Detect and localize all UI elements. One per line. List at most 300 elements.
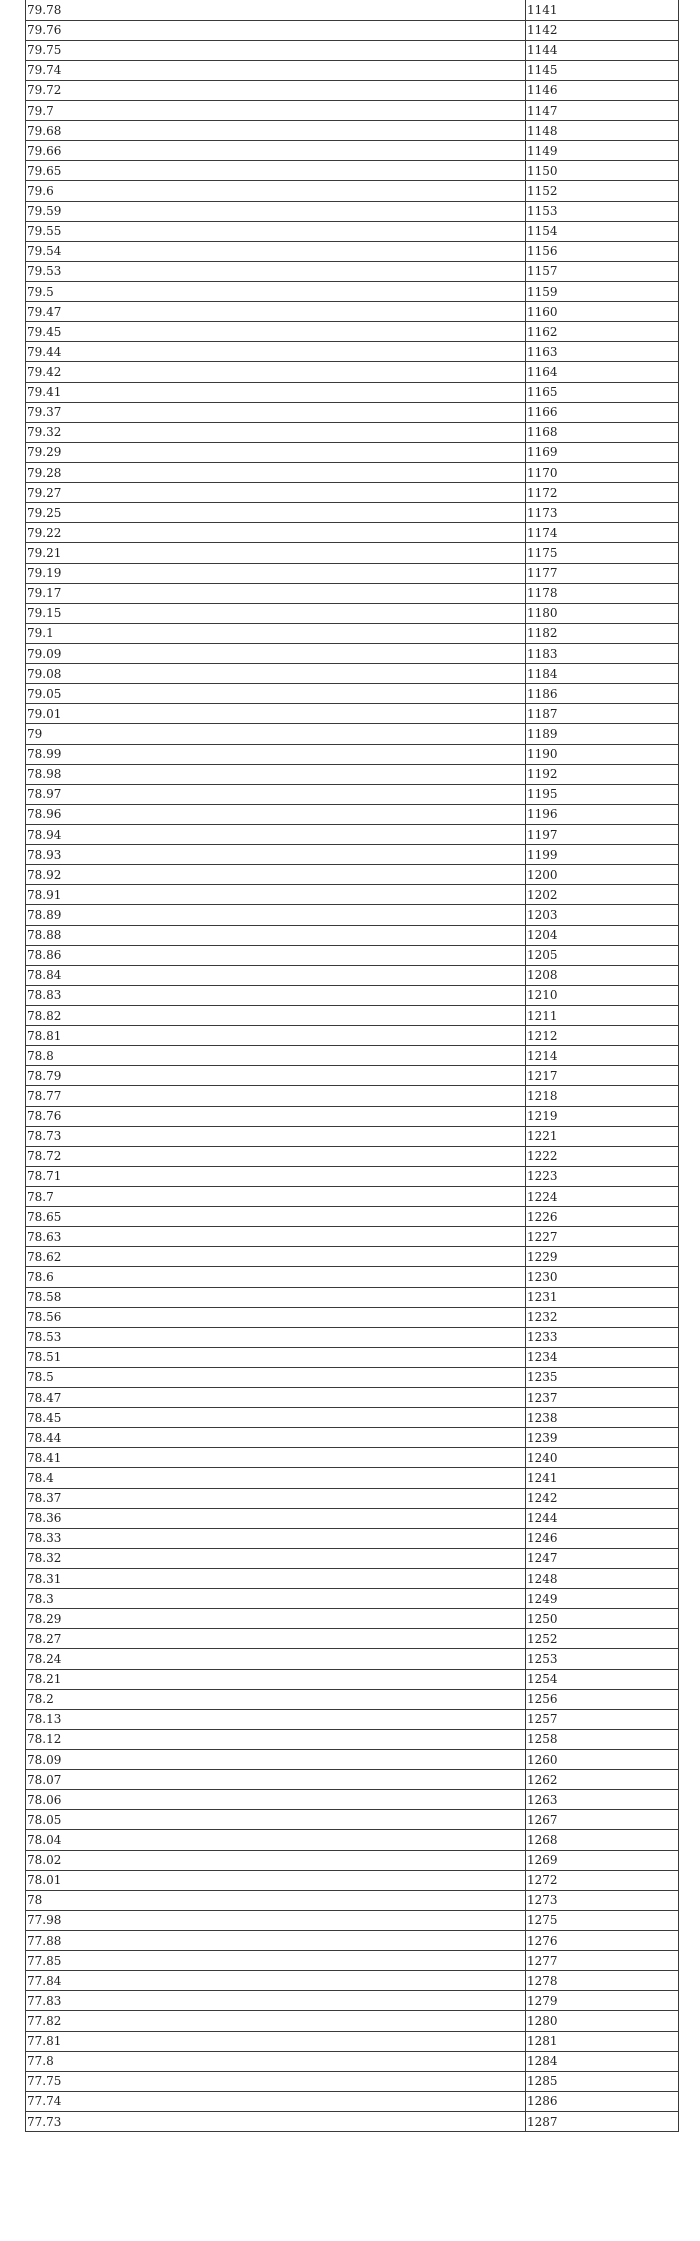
table-row bbox=[26, 764, 679, 784]
table-row bbox=[26, 1186, 679, 1206]
rank-cell: 1148 bbox=[526, 121, 679, 141]
table-row bbox=[26, 1066, 679, 1086]
score-cell: 78.77 bbox=[26, 1086, 526, 1106]
table-row bbox=[26, 1448, 679, 1468]
rank-cell: 1242 bbox=[526, 1488, 679, 1508]
table-row bbox=[26, 1750, 679, 1770]
score-cell: 78.47 bbox=[26, 1388, 526, 1408]
table-row bbox=[26, 1388, 679, 1408]
rank-cell: 1166 bbox=[526, 402, 679, 422]
table-row bbox=[26, 1810, 679, 1830]
rank-cell: 1227 bbox=[526, 1227, 679, 1247]
score-cell: 78.97 bbox=[26, 784, 526, 804]
rank-cell: 1258 bbox=[526, 1729, 679, 1749]
table-row bbox=[26, 1488, 679, 1508]
score-cell: 79.09 bbox=[26, 644, 526, 664]
score-cell: 77.82 bbox=[26, 2011, 526, 2031]
rank-cell: 1267 bbox=[526, 1810, 679, 1830]
rank-cell: 1241 bbox=[526, 1468, 679, 1488]
table-row bbox=[26, 603, 679, 623]
table-row bbox=[26, 282, 679, 302]
rank-cell: 1247 bbox=[526, 1548, 679, 1568]
table-row bbox=[26, 1026, 679, 1046]
rank-cell: 1168 bbox=[526, 422, 679, 442]
score-cell: 79.15 bbox=[26, 603, 526, 623]
table-row bbox=[26, 1247, 679, 1267]
score-cell: 79.44 bbox=[26, 342, 526, 362]
rank-cell: 1146 bbox=[526, 80, 679, 100]
score-cell: 78.3 bbox=[26, 1589, 526, 1609]
table-row bbox=[26, 201, 679, 221]
score-cell: 78.94 bbox=[26, 824, 526, 844]
score-cell: 79.05 bbox=[26, 684, 526, 704]
table-row bbox=[26, 905, 679, 925]
rank-cell: 1145 bbox=[526, 60, 679, 80]
score-cell: 78.37 bbox=[26, 1488, 526, 1508]
score-cell: 78.51 bbox=[26, 1347, 526, 1367]
rank-cell: 1277 bbox=[526, 1951, 679, 1971]
rank-cell: 1262 bbox=[526, 1770, 679, 1790]
score-cell: 79.66 bbox=[26, 141, 526, 161]
rank-cell: 1203 bbox=[526, 905, 679, 925]
table-row bbox=[26, 1971, 679, 1991]
table-row bbox=[26, 684, 679, 704]
rank-cell: 1159 bbox=[526, 282, 679, 302]
score-cell: 77.81 bbox=[26, 2031, 526, 2051]
rank-cell: 1204 bbox=[526, 925, 679, 945]
rank-cell: 1287 bbox=[526, 2111, 679, 2131]
rank-cell: 1279 bbox=[526, 1991, 679, 2011]
rank-cell: 1217 bbox=[526, 1066, 679, 1086]
table-row bbox=[26, 1770, 679, 1790]
rank-cell: 1156 bbox=[526, 241, 679, 261]
score-cell: 78.45 bbox=[26, 1408, 526, 1428]
table-row bbox=[26, 141, 679, 161]
score-cell: 79.41 bbox=[26, 382, 526, 402]
rank-cell: 1285 bbox=[526, 2071, 679, 2091]
rank-cell: 1154 bbox=[526, 221, 679, 241]
table-row bbox=[26, 161, 679, 181]
rank-cell: 1276 bbox=[526, 1931, 679, 1951]
rank-cell: 1268 bbox=[526, 1830, 679, 1850]
rank-cell: 1142 bbox=[526, 20, 679, 40]
rank-cell: 1212 bbox=[526, 1026, 679, 1046]
table-row bbox=[26, 2111, 679, 2131]
score-cell: 78.71 bbox=[26, 1166, 526, 1186]
score-cell: 78.07 bbox=[26, 1770, 526, 1790]
rank-cell: 1222 bbox=[526, 1146, 679, 1166]
table-row bbox=[26, 824, 679, 844]
table-row bbox=[26, 1227, 679, 1247]
score-cell: 78.72 bbox=[26, 1146, 526, 1166]
score-cell: 79.76 bbox=[26, 20, 526, 40]
table-row bbox=[26, 302, 679, 322]
table-row bbox=[26, 1589, 679, 1609]
table-row bbox=[26, 2051, 679, 2071]
rank-cell: 1229 bbox=[526, 1247, 679, 1267]
table-row bbox=[26, 724, 679, 744]
rank-cell: 1284 bbox=[526, 2051, 679, 2071]
score-cell: 78.88 bbox=[26, 925, 526, 945]
score-cell: 79.59 bbox=[26, 201, 526, 221]
score-cell: 78.92 bbox=[26, 865, 526, 885]
rank-cell: 1252 bbox=[526, 1629, 679, 1649]
score-cell: 79.75 bbox=[26, 40, 526, 60]
rank-cell: 1178 bbox=[526, 583, 679, 603]
score-cell: 78.02 bbox=[26, 1850, 526, 1870]
rank-cell: 1269 bbox=[526, 1850, 679, 1870]
table-row bbox=[26, 80, 679, 100]
rank-cell: 1254 bbox=[526, 1669, 679, 1689]
score-cell: 78.79 bbox=[26, 1066, 526, 1086]
score-cell: 79.29 bbox=[26, 442, 526, 462]
table-row bbox=[26, 221, 679, 241]
rank-cell: 1257 bbox=[526, 1709, 679, 1729]
score-cell: 78.99 bbox=[26, 744, 526, 764]
table-body bbox=[26, 0, 679, 2132]
score-cell: 78.53 bbox=[26, 1327, 526, 1347]
rank-cell: 1281 bbox=[526, 2031, 679, 2051]
score-cell: 78.44 bbox=[26, 1428, 526, 1448]
score-cell: 78.33 bbox=[26, 1528, 526, 1548]
table-row bbox=[26, 965, 679, 985]
rank-cell: 1235 bbox=[526, 1367, 679, 1387]
score-cell: 79.22 bbox=[26, 523, 526, 543]
table-row bbox=[26, 1528, 679, 1548]
table-row bbox=[26, 865, 679, 885]
score-cell: 78.63 bbox=[26, 1227, 526, 1247]
rank-cell: 1211 bbox=[526, 1005, 679, 1025]
rank-cell: 1273 bbox=[526, 1890, 679, 1910]
score-cell: 78.86 bbox=[26, 945, 526, 965]
rank-cell: 1230 bbox=[526, 1267, 679, 1287]
score-cell: 79.01 bbox=[26, 704, 526, 724]
table-row bbox=[26, 181, 679, 201]
table-row bbox=[26, 1347, 679, 1367]
rank-cell: 1190 bbox=[526, 744, 679, 764]
score-cell: 77.83 bbox=[26, 1991, 526, 2011]
rank-cell: 1221 bbox=[526, 1126, 679, 1146]
table-row bbox=[26, 1870, 679, 1890]
table-row bbox=[26, 1166, 679, 1186]
table-row bbox=[26, 1307, 679, 1327]
table-row bbox=[26, 101, 679, 121]
rank-cell: 1187 bbox=[526, 704, 679, 724]
rank-cell: 1278 bbox=[526, 1971, 679, 1991]
table-row bbox=[26, 1689, 679, 1709]
rank-cell: 1147 bbox=[526, 101, 679, 121]
table-row bbox=[26, 845, 679, 865]
table-row bbox=[26, 543, 679, 563]
table-row bbox=[26, 1729, 679, 1749]
table-row bbox=[26, 422, 679, 442]
score-cell: 78.89 bbox=[26, 905, 526, 925]
rank-cell: 1144 bbox=[526, 40, 679, 60]
score-cell: 78.06 bbox=[26, 1790, 526, 1810]
rank-cell: 1160 bbox=[526, 302, 679, 322]
score-cell: 78.24 bbox=[26, 1649, 526, 1669]
score-cell: 78.83 bbox=[26, 985, 526, 1005]
table-row bbox=[26, 1629, 679, 1649]
score-cell: 78.29 bbox=[26, 1609, 526, 1629]
rank-cell: 1256 bbox=[526, 1689, 679, 1709]
rank-cell: 1226 bbox=[526, 1207, 679, 1227]
table-row bbox=[26, 945, 679, 965]
rank-cell: 1219 bbox=[526, 1106, 679, 1126]
score-cell: 78.96 bbox=[26, 804, 526, 824]
rank-cell: 1202 bbox=[526, 885, 679, 905]
table-row bbox=[26, 1468, 679, 1488]
rank-cell: 1214 bbox=[526, 1046, 679, 1066]
score-rank-table bbox=[25, 0, 679, 2132]
table-row bbox=[26, 483, 679, 503]
table-row bbox=[26, 1267, 679, 1287]
rank-cell: 1173 bbox=[526, 503, 679, 523]
score-cell: 78.8 bbox=[26, 1046, 526, 1066]
rank-cell: 1232 bbox=[526, 1307, 679, 1327]
table-row bbox=[26, 1408, 679, 1428]
table-row bbox=[26, 563, 679, 583]
rank-cell: 1199 bbox=[526, 845, 679, 865]
score-cell: 77.8 bbox=[26, 2051, 526, 2071]
score-cell: 78.98 bbox=[26, 764, 526, 784]
rank-cell: 1183 bbox=[526, 644, 679, 664]
score-cell: 78.41 bbox=[26, 1448, 526, 1468]
table-row bbox=[26, 784, 679, 804]
rank-cell: 1218 bbox=[526, 1086, 679, 1106]
table-row bbox=[26, 644, 679, 664]
score-cell: 78.01 bbox=[26, 1870, 526, 1890]
table-row bbox=[26, 1126, 679, 1146]
table-row bbox=[26, 1890, 679, 1910]
rank-cell: 1182 bbox=[526, 623, 679, 643]
score-cell: 78.62 bbox=[26, 1247, 526, 1267]
rank-cell: 1195 bbox=[526, 784, 679, 804]
table-row bbox=[26, 1910, 679, 1930]
score-cell: 79.45 bbox=[26, 322, 526, 342]
score-cell: 78.56 bbox=[26, 1307, 526, 1327]
rank-cell: 1263 bbox=[526, 1790, 679, 1810]
table-row bbox=[26, 0, 679, 20]
rank-cell: 1165 bbox=[526, 382, 679, 402]
rank-cell: 1153 bbox=[526, 201, 679, 221]
score-cell: 78.65 bbox=[26, 1207, 526, 1227]
table-row bbox=[26, 1951, 679, 1971]
score-cell: 78.81 bbox=[26, 1026, 526, 1046]
rank-cell: 1240 bbox=[526, 1448, 679, 1468]
table-row bbox=[26, 40, 679, 60]
rank-cell: 1180 bbox=[526, 603, 679, 623]
score-cell: 78.12 bbox=[26, 1729, 526, 1749]
score-cell: 79.78 bbox=[26, 0, 526, 20]
rank-cell: 1200 bbox=[526, 865, 679, 885]
rank-cell: 1197 bbox=[526, 824, 679, 844]
score-cell: 79.21 bbox=[26, 543, 526, 563]
score-cell: 79.5 bbox=[26, 282, 526, 302]
rank-cell: 1210 bbox=[526, 985, 679, 1005]
score-cell: 78.2 bbox=[26, 1689, 526, 1709]
rank-cell: 1224 bbox=[526, 1186, 679, 1206]
table-row bbox=[26, 60, 679, 80]
rank-cell: 1237 bbox=[526, 1388, 679, 1408]
rank-cell: 1192 bbox=[526, 764, 679, 784]
table-row bbox=[26, 463, 679, 483]
table-row bbox=[26, 121, 679, 141]
score-cell: 77.73 bbox=[26, 2111, 526, 2131]
rank-cell: 1184 bbox=[526, 664, 679, 684]
table-row bbox=[26, 2031, 679, 2051]
rank-cell: 1275 bbox=[526, 1910, 679, 1930]
score-cell: 79.53 bbox=[26, 261, 526, 281]
rank-cell: 1233 bbox=[526, 1327, 679, 1347]
table-row bbox=[26, 1709, 679, 1729]
score-cell: 79.1 bbox=[26, 623, 526, 643]
score-cell: 77.74 bbox=[26, 2091, 526, 2111]
score-cell: 79.17 bbox=[26, 583, 526, 603]
rank-cell: 1169 bbox=[526, 442, 679, 462]
table-row bbox=[26, 1207, 679, 1227]
table-row bbox=[26, 1931, 679, 1951]
table-row bbox=[26, 523, 679, 543]
score-cell: 78.05 bbox=[26, 1810, 526, 1830]
rank-cell: 1157 bbox=[526, 261, 679, 281]
table-row bbox=[26, 261, 679, 281]
table-row bbox=[26, 1327, 679, 1347]
table-row bbox=[26, 1649, 679, 1669]
score-cell: 78.5 bbox=[26, 1367, 526, 1387]
rank-cell: 1175 bbox=[526, 543, 679, 563]
rank-cell: 1196 bbox=[526, 804, 679, 824]
rank-cell: 1162 bbox=[526, 322, 679, 342]
score-cell: 78.84 bbox=[26, 965, 526, 985]
score-cell: 77.75 bbox=[26, 2071, 526, 2091]
table-row bbox=[26, 1991, 679, 2011]
score-cell: 77.88 bbox=[26, 1931, 526, 1951]
table-row bbox=[26, 1609, 679, 1629]
rank-cell: 1172 bbox=[526, 483, 679, 503]
rank-cell: 1141 bbox=[526, 0, 679, 20]
score-cell: 77.84 bbox=[26, 1971, 526, 1991]
score-cell: 78.04 bbox=[26, 1830, 526, 1850]
table-row bbox=[26, 362, 679, 382]
score-cell: 78.31 bbox=[26, 1569, 526, 1589]
table-row bbox=[26, 925, 679, 945]
table-row bbox=[26, 1669, 679, 1689]
rank-cell: 1150 bbox=[526, 161, 679, 181]
score-cell: 79.08 bbox=[26, 664, 526, 684]
score-cell: 78.27 bbox=[26, 1629, 526, 1649]
score-cell: 79.54 bbox=[26, 241, 526, 261]
rank-cell: 1223 bbox=[526, 1166, 679, 1186]
table-row bbox=[26, 623, 679, 643]
table-row bbox=[26, 1367, 679, 1387]
score-cell: 79.6 bbox=[26, 181, 526, 201]
rank-cell: 1152 bbox=[526, 181, 679, 201]
score-cell: 79.65 bbox=[26, 161, 526, 181]
rank-cell: 1250 bbox=[526, 1609, 679, 1629]
table-row bbox=[26, 1146, 679, 1166]
table-row bbox=[26, 342, 679, 362]
table-row bbox=[26, 704, 679, 724]
rank-cell: 1149 bbox=[526, 141, 679, 161]
rank-cell: 1249 bbox=[526, 1589, 679, 1609]
rank-cell: 1177 bbox=[526, 563, 679, 583]
score-cell: 79.28 bbox=[26, 463, 526, 483]
score-cell: 78.36 bbox=[26, 1508, 526, 1528]
rank-cell: 1244 bbox=[526, 1508, 679, 1528]
score-cell: 78.73 bbox=[26, 1126, 526, 1146]
table-row bbox=[26, 985, 679, 1005]
rank-cell: 1189 bbox=[526, 724, 679, 744]
score-cell: 79.7 bbox=[26, 101, 526, 121]
rank-cell: 1208 bbox=[526, 965, 679, 985]
table-row bbox=[26, 1428, 679, 1448]
table-row bbox=[26, 402, 679, 422]
rank-cell: 1260 bbox=[526, 1750, 679, 1770]
score-cell: 79.32 bbox=[26, 422, 526, 442]
score-cell: 79 bbox=[26, 724, 526, 744]
rank-cell: 1248 bbox=[526, 1569, 679, 1589]
rank-cell: 1186 bbox=[526, 684, 679, 704]
score-cell: 78.93 bbox=[26, 845, 526, 865]
table-row bbox=[26, 1046, 679, 1066]
score-cell: 78.6 bbox=[26, 1267, 526, 1287]
table-row bbox=[26, 1287, 679, 1307]
score-cell: 78.4 bbox=[26, 1468, 526, 1488]
table-row bbox=[26, 583, 679, 603]
table-row bbox=[26, 1830, 679, 1850]
score-cell: 77.85 bbox=[26, 1951, 526, 1971]
score-cell: 79.37 bbox=[26, 402, 526, 422]
score-cell: 77.98 bbox=[26, 1910, 526, 1930]
rank-cell: 1164 bbox=[526, 362, 679, 382]
rank-cell: 1286 bbox=[526, 2091, 679, 2111]
table-row bbox=[26, 1548, 679, 1568]
score-cell: 79.42 bbox=[26, 362, 526, 382]
table-row bbox=[26, 503, 679, 523]
table-row bbox=[26, 1106, 679, 1126]
score-cell: 79.74 bbox=[26, 60, 526, 80]
table-row bbox=[26, 804, 679, 824]
table-row bbox=[26, 442, 679, 462]
score-cell: 78.32 bbox=[26, 1548, 526, 1568]
rank-cell: 1239 bbox=[526, 1428, 679, 1448]
table-row bbox=[26, 885, 679, 905]
score-cell: 79.72 bbox=[26, 80, 526, 100]
score-cell: 78.58 bbox=[26, 1287, 526, 1307]
table-row bbox=[26, 322, 679, 342]
table-row bbox=[26, 1569, 679, 1589]
table-row bbox=[26, 1086, 679, 1106]
rank-cell: 1163 bbox=[526, 342, 679, 362]
table-row bbox=[26, 382, 679, 402]
score-cell: 79.68 bbox=[26, 121, 526, 141]
rank-cell: 1205 bbox=[526, 945, 679, 965]
rank-cell: 1231 bbox=[526, 1287, 679, 1307]
score-cell: 78.13 bbox=[26, 1709, 526, 1729]
score-cell: 78.09 bbox=[26, 1750, 526, 1770]
table-row bbox=[26, 1005, 679, 1025]
score-cell: 78.91 bbox=[26, 885, 526, 905]
table-row bbox=[26, 1508, 679, 1528]
table-row bbox=[26, 20, 679, 40]
score-cell: 79.27 bbox=[26, 483, 526, 503]
score-cell: 78.21 bbox=[26, 1669, 526, 1689]
table-row bbox=[26, 744, 679, 764]
rank-cell: 1234 bbox=[526, 1347, 679, 1367]
table-row bbox=[26, 664, 679, 684]
score-cell: 79.47 bbox=[26, 302, 526, 322]
